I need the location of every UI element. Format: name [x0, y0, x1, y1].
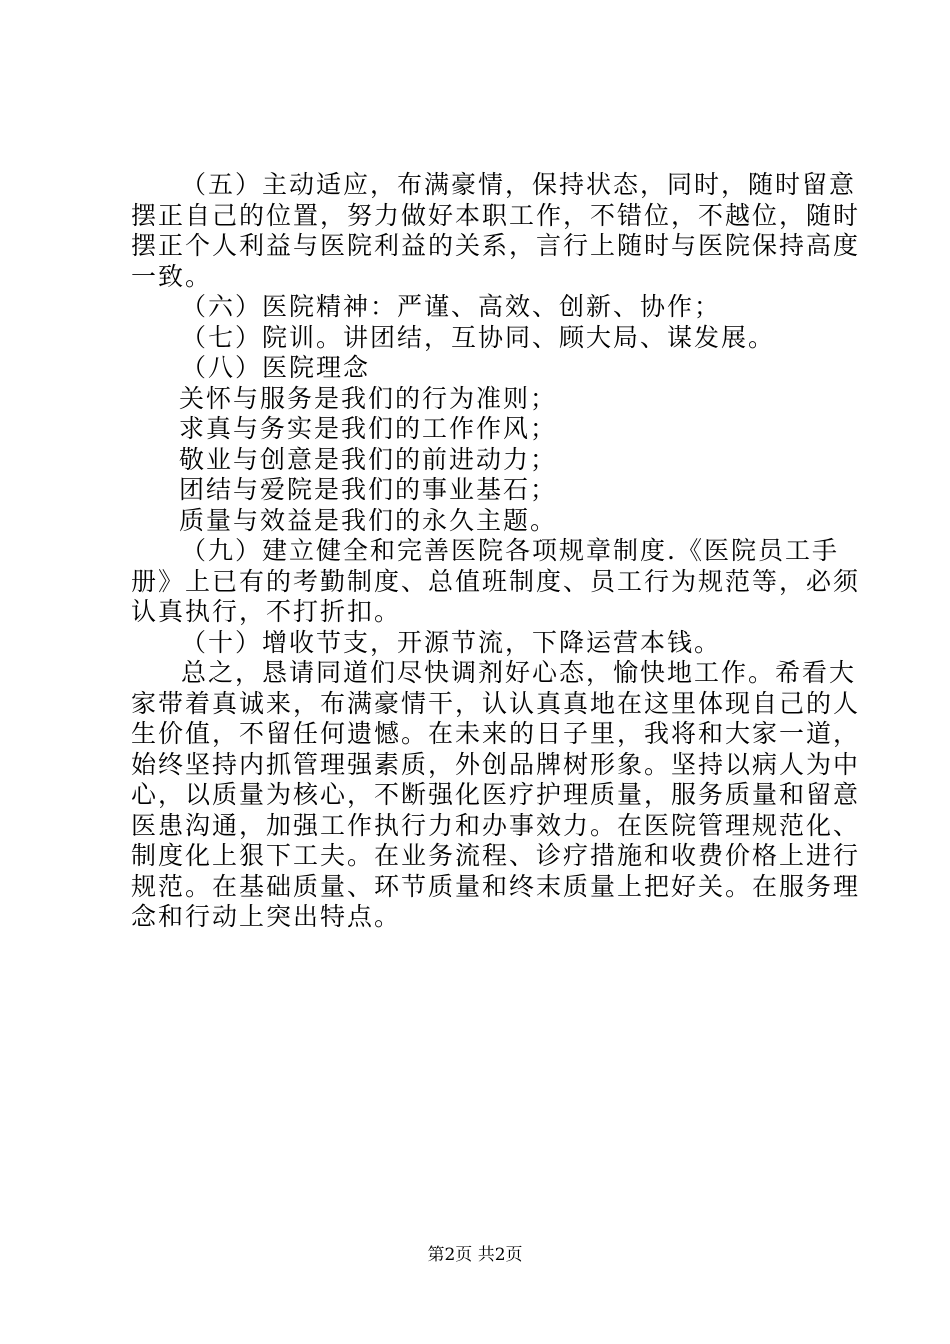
- text-line: 认真执行，不打折扣。: [131, 597, 402, 626]
- motto-line: 团结与爱院是我们的事业基石；: [179, 475, 558, 504]
- text-line: 摆正自己的位置，努力做好本职工作，不错位，不越位，随时: [131, 200, 861, 230]
- text-line: （五）主动适应，布满豪情，保持状态，同时，随时留意: [181, 170, 857, 199]
- paragraph-6: （六）医院精神：严谨、高效、创新、协作；: [181, 292, 722, 321]
- motto-line: 质量与效益是我们的永久主题。: [179, 505, 558, 535]
- page-footer: [0, 1244, 950, 1266]
- document-body: [131, 170, 861, 933]
- text-line: 家带着真诚来，布满豪情干，认认真真地在这里体现自己的人: [131, 688, 861, 718]
- paragraph-5: [131, 170, 861, 292]
- motto-line: 关怀与服务是我们的行为准则；: [179, 383, 558, 413]
- text-line: 制度化上狠下工夫。在业务流程、诊疗措施和收费价格上进行: [131, 841, 861, 870]
- motto-line: 敬业与创意是我们的前进动力；: [179, 444, 558, 474]
- motto-line: 求真与务实是我们的工作作风；: [179, 414, 558, 443]
- text-line: 一致。: [131, 261, 213, 291]
- page-number: 第2页 共2页: [427, 1245, 523, 1265]
- text-line: 始终坚持内抓管理强素质，外创品牌树形象。坚持以病人为中: [131, 749, 861, 779]
- paragraph-9: [131, 536, 861, 628]
- paragraph-10: （十）增收节支，开源节流，下降运营本钱。: [181, 627, 722, 657]
- text-line: 医患沟通，加强工作执行力和办事效力。在医院管理规范化、: [131, 810, 861, 840]
- text-line: 总之，恳请同道们尽快调剂好心态，愉快地工作。希看大: [181, 658, 857, 687]
- text-line: 规范。在基础质量、环节质量和终末质量上把好关。在服务理: [131, 871, 861, 901]
- paragraph-8: （八）医院理念: [181, 353, 371, 382]
- text-line: 心，以质量为核心，不断强化医疗护理质量，服务质量和留意: [131, 780, 861, 809]
- summary-paragraph: [131, 658, 861, 933]
- text-line: 念和行动上突出特点。: [131, 902, 402, 931]
- text-line: 摆正个人利益与医院利益的关系，言行上随时与医院保持高度: [131, 231, 861, 260]
- text-line: 生价值，不留任何遗憾。在未来的日子里，我将和大家一道，: [131, 719, 861, 748]
- text-line: 册》上已有的考勤制度、总值班制度、员工行为规范等，必须: [131, 566, 861, 596]
- paragraph-7: （七）院训。讲团结，互协同、顾大局、谋发展。: [181, 322, 776, 352]
- text-line: （九）建立健全和完善医院各项规章制度.《医院员工手: [181, 536, 839, 565]
